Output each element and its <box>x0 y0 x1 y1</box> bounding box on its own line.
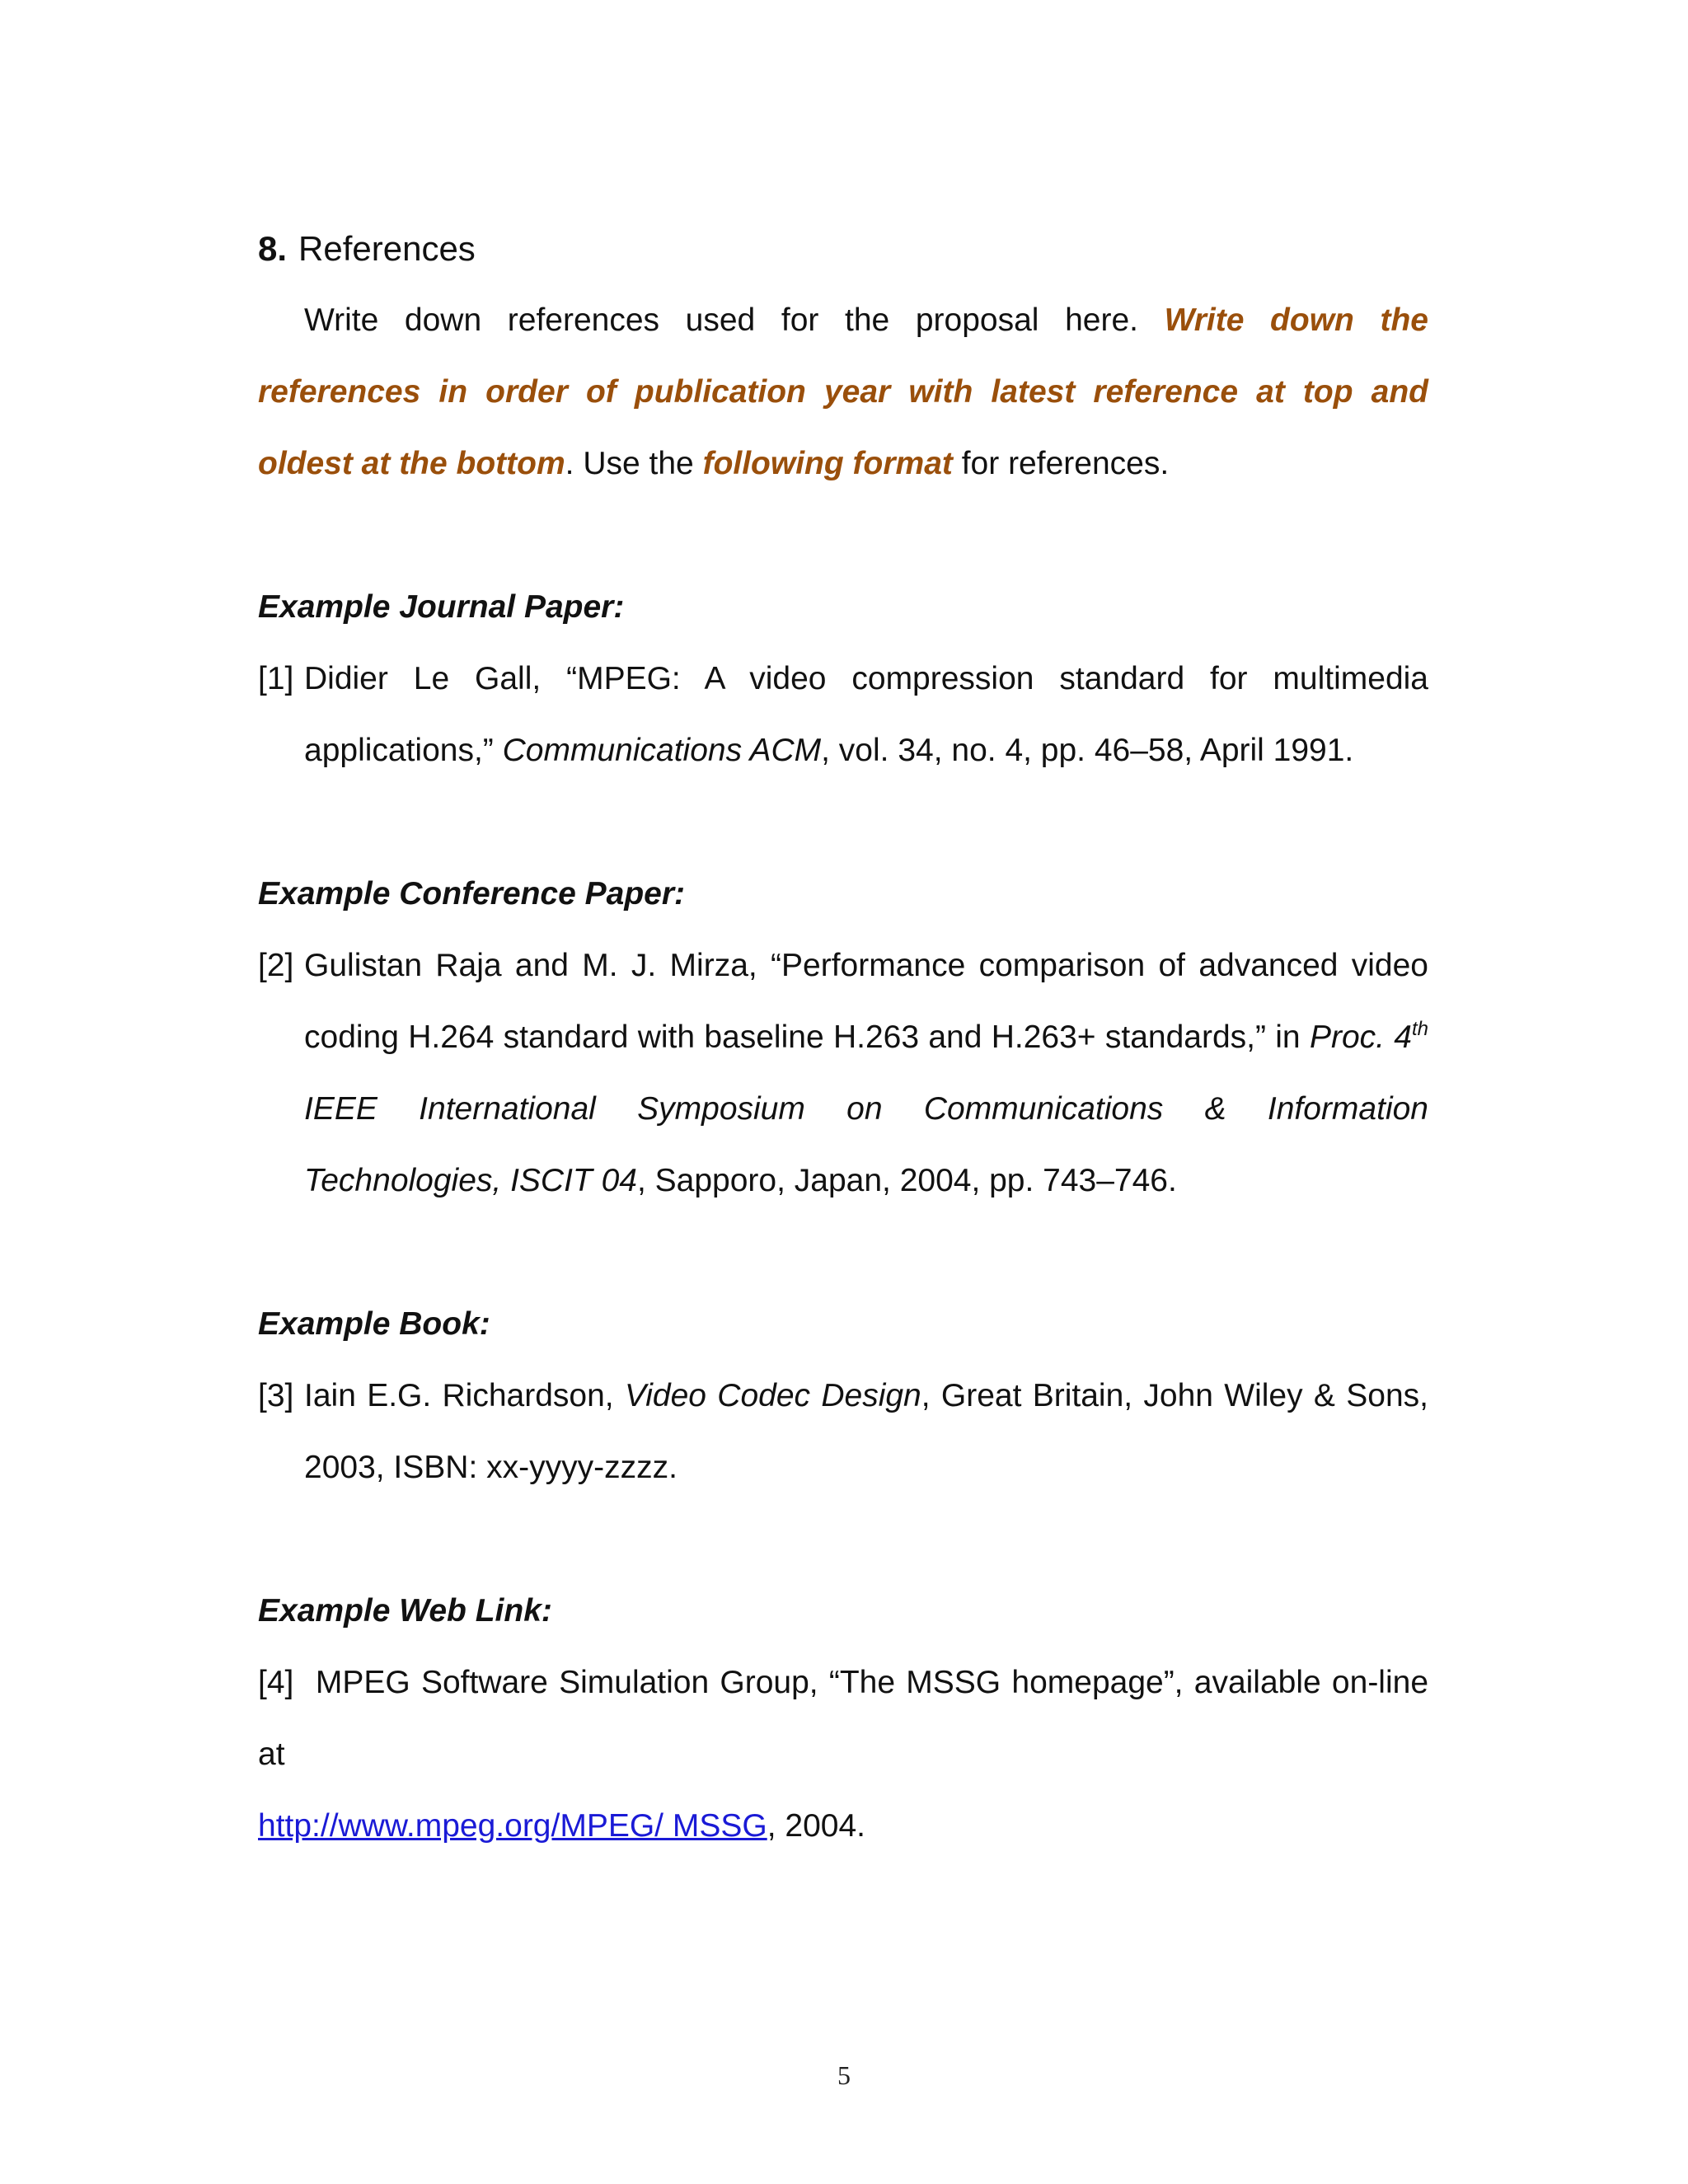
reference-web-link[interactable]: http://www.mpeg.org/MPEG/ MSSG <box>258 1808 767 1844</box>
reference-superscript: th <box>1411 1018 1428 1040</box>
reference-journal <box>258 643 1428 786</box>
reference-number: [3] <box>258 1378 294 1413</box>
example-conference-label: Example Conference Paper: <box>258 876 686 912</box>
section-title: References <box>298 229 476 268</box>
intro-text-1: Write down references used for the proposal here. <box>304 302 1165 338</box>
reference-author: Iain E.G. Richardson, <box>304 1378 625 1413</box>
reference-text <box>304 643 1428 786</box>
spacer <box>258 1216 1428 1288</box>
reference-book <box>258 1360 1428 1503</box>
reference-details: , Sapporo, Japan, 2004, pp. 743–746. <box>636 1163 1177 1198</box>
reference-source: MPEG Software Simulation Group, “The MSSG homepage”, available on-line at <box>258 1665 1429 1772</box>
reference-proceedings: Proc. 4 <box>1309 1019 1412 1055</box>
spacer <box>258 499 1428 571</box>
reference-text <box>304 1360 1428 1503</box>
intro-emphasis-2: following format <box>702 446 953 481</box>
reference-web <box>258 1647 1428 1862</box>
reference-book-title: Video Codec Design <box>624 1378 921 1413</box>
intro-paragraph <box>258 284 1428 499</box>
reference-journal-name: Communications ACM <box>502 733 822 768</box>
spacer <box>258 1503 1428 1575</box>
intro-text-3: for references. <box>952 446 1170 481</box>
reference-authors-title: Didier Le Gall, “MPEG: A video compression standard for multimedia applications,” <box>304 661 1428 768</box>
reference-conference <box>258 930 1428 1216</box>
reference-details: , vol. 34, no. 4, pp. 46–58, April 1991. <box>821 733 1354 768</box>
example-journal-label: Example Journal Paper: <box>258 589 625 625</box>
spacer <box>258 786 1428 858</box>
page-number: 5 <box>837 2060 851 2090</box>
reference-details: , 2004. <box>767 1808 865 1844</box>
reference-details: , Great Britain, John Wiley & Sons, 2003, ISBN: xx-yyyy-zzzz. <box>304 1378 1428 1485</box>
page-content <box>258 213 1428 1862</box>
section-heading <box>258 213 1428 284</box>
reference-proceedings-name: IEEE International Symposium on Communications & Information Technologies, ISCIT 04 <box>304 1091 1428 1198</box>
example-web-label: Example Web Link: <box>258 1593 552 1629</box>
section-number: 8. <box>258 229 288 268</box>
reference-number: [2] <box>258 948 294 983</box>
reference-authors-title: Gulistan Raja and M. J. Mirza, “Performance comparison of advanced video coding H.264 standard with baseline H.263 and H.263+ standards,” in <box>304 948 1428 1055</box>
reference-number: [1] <box>258 661 294 696</box>
intro-text-2: . Use the <box>565 446 703 481</box>
reference-number: [4] <box>258 1665 294 1700</box>
reference-text <box>304 930 1428 1216</box>
intro-emphasis-1: Write down the references in order of publication year with latest reference at top and oldest at the bottom <box>258 302 1428 481</box>
reference-web-first-line <box>258 1647 1428 1790</box>
example-book-label: Example Book: <box>258 1306 490 1342</box>
